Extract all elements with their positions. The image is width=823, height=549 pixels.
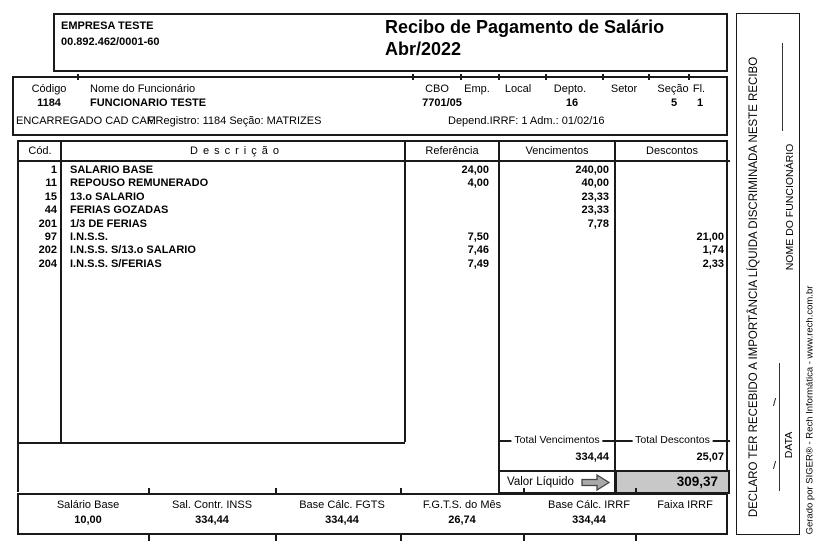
table-row: 201 1/3 DE FERIAS 7,78: [38, 217, 609, 230]
table-bottom-line: [19, 442, 405, 444]
employee-name-signature-label: NOME DO FUNCIONÁRIO: [784, 143, 796, 271]
table-row: 44 FERIAS GOZADAS 23,33: [44, 204, 609, 217]
border-tick: [688, 74, 690, 80]
company-name: EMPRESA TESTE: [61, 20, 154, 32]
right-arrow-icon: [581, 474, 610, 491]
document-title: Recibo de Pagamento de Salário: [385, 17, 665, 37]
border-tick: [400, 535, 402, 541]
total-descontos-value: 25,07: [696, 451, 724, 463]
generated-by-text: Gerado por SIGER® - Rech Informática - www.rech.com.br: [804, 285, 816, 535]
total-descontos-label: Total Descontos: [632, 434, 713, 446]
earnings-table: [17, 140, 728, 492]
cargo-text: ENCARREGADO CAD CAM: [16, 115, 156, 127]
border-tick: [523, 535, 525, 541]
border-tick: [523, 488, 525, 494]
border-tick: [400, 488, 402, 494]
cbo-value: 7701/05: [422, 97, 462, 109]
local-label: Local: [504, 83, 532, 95]
emp-label: Emp.: [464, 83, 490, 95]
header-underline: [19, 160, 730, 162]
fl-label: Fl.: [692, 83, 706, 95]
valor-liquido-value: 309,37: [615, 470, 730, 494]
total-vencimentos-box: [499, 434, 615, 470]
total-descontos-box: [615, 434, 730, 470]
signature-line: [782, 43, 783, 131]
border-tick: [148, 488, 150, 494]
border-tick: [602, 74, 604, 80]
border-tick: [412, 74, 414, 80]
table-row: 1 SALARIO BASE 24,00 240,00: [50, 164, 609, 176]
col-header-vencimentos: Vencimentos: [525, 145, 589, 157]
depto-value: 16: [565, 97, 579, 109]
summary-sal-contr-inss: Sal. Contr. INSS 334,44: [171, 499, 253, 526]
border-tick: [635, 488, 637, 494]
declaration-text: DECLARO TER RECEBIDO A IMPORTÂNCIA LÍQUIDA DISCRIMINADA NESTE RECIBO: [748, 56, 760, 518]
summary-base-calc-fgts: Base Cálc. FGTS 334,44: [299, 499, 385, 526]
registro-text: F.Registro: 1184 Seção: MATRIZES: [147, 115, 322, 127]
total-vencimentos-label: Total Vencimentos: [511, 434, 602, 446]
summary-faixa-irrf: Faixa IRRF: [657, 499, 713, 511]
secao-value: 5: [670, 97, 678, 109]
date-slash: /: [773, 460, 777, 472]
border-tick: [635, 535, 637, 541]
cbo-label: CBO: [425, 83, 449, 95]
table-row: 97 I.N.S.S. 7,50 21,00: [44, 230, 724, 243]
table-row: 11 REPOUSO REMUNERADO 4,00 40,00: [45, 177, 609, 190]
employee-box: [12, 76, 728, 136]
table-row: 204 I.N.S.S. S/FERIAS 7,49 2,33: [38, 257, 724, 270]
border-tick: [460, 74, 462, 80]
valor-liquido-label: Valor Líquido: [507, 476, 574, 488]
codigo-value: 1184: [37, 97, 61, 109]
date-slash: /: [773, 397, 777, 409]
summary-box: [17, 493, 728, 535]
table-row: 202 I.N.S.S. S/13.o SALARIO 7,46 1,74: [38, 244, 724, 257]
border-tick: [498, 74, 500, 80]
company-cnpj: 00.892.462/0001-60: [61, 36, 160, 48]
border-tick: [545, 74, 547, 80]
secao-label: Seção: [657, 83, 689, 95]
valor-liquido-cell: [499, 470, 615, 494]
border-tick: [275, 488, 277, 494]
earnings-rows: [19, 164, 730, 271]
col-header-descontos: Descontos: [646, 145, 698, 157]
col-header-descricao: Descrição: [190, 145, 284, 157]
total-vencimentos-value: 334,44: [575, 451, 609, 463]
fl-value: 1: [696, 97, 704, 109]
table-row: 15 13.o SALARIO 23,33: [44, 190, 609, 203]
summary-base-calc-irrf: Base Cálc. IRRF 334,44: [548, 499, 630, 526]
date-line: [779, 363, 780, 491]
document-period: Abr/2022: [385, 39, 462, 59]
nome-label: Nome do Funcionário: [90, 83, 196, 95]
border-tick: [148, 535, 150, 541]
summary-fgts-do-mes: F.G.T.S. do Mês 26,74: [422, 499, 502, 526]
nome-value: FUNCIONARIO TESTE: [90, 97, 207, 109]
depto-label: Depto.: [553, 83, 587, 95]
border-tick: [275, 535, 277, 541]
depend-irrf-text: Depend.IRRF: 1 Adm.: 01/02/16: [448, 115, 605, 127]
header-box: [53, 13, 728, 72]
signature-sidebar: [736, 13, 800, 535]
border-tick: [648, 74, 650, 80]
summary-salario-base: Salário Base 10,00: [56, 499, 120, 526]
border-tick: [77, 74, 79, 80]
codigo-label: Código: [31, 83, 67, 95]
setor-label: Setor: [610, 83, 638, 95]
col-header-cod: Cód.: [28, 145, 52, 157]
col-header-referencia: Referência: [425, 145, 479, 157]
date-label: DATA: [783, 431, 795, 459]
